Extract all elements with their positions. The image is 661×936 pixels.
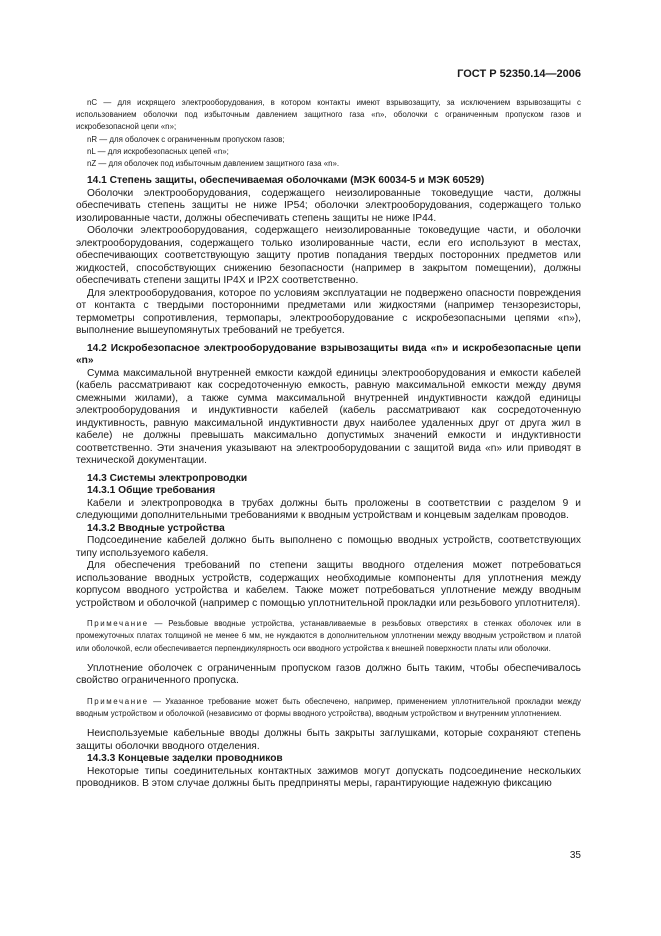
- section-14-3-3-heading: 14.3.3 Концевые заделки проводников: [87, 753, 283, 765]
- section-14-3-2-para-1: Подсоединение кабелей должно быть выполнено с помощью вводных устройств, соответствующих типу используемого кабеля.: [76, 535, 581, 559]
- section-14-2-para-1: Сумма максимальной внутренней емкости каждой единицы электрооборудования и емкости кабелей (кабель рассматривают как сосредоточенную емкость, равную максимальной емкости между двумя смежными жилами), а также сумма максимальной внутренней индуктивности каждой единицы электрооборудования и индуктивности кабелей (кабель рассматривают как сосредоточенную индуктивность, равную максимальной индуктивности двух наиболее удаленных друг от друга жил в кабеле) не должны превышать максимально допустимых значений емкости и индуктивности соответственно. Эти значения указывают на электрооборудовании с защитой вида «n» или приводят в технической документации.: [76, 367, 581, 467]
- section-14-1-para-3: Для электрооборудования, которое по условиям эксплуатации не подвержено опасности повреждения от контакта с твердыми посторонними предметами или жидкостями (например тензорезисторы, термометры сопротивления, термопары, электрооборудование с искробезопасными цепями «n»), выполнение вышеупомянутых требований не требуется.: [76, 287, 581, 337]
- section-14-3-1-heading: 14.3.1 Общие требования: [87, 485, 216, 497]
- note-1-label: Примечание: [87, 619, 149, 629]
- note-1: [76, 618, 581, 655]
- page-content: [76, 97, 581, 791]
- intro-nc: nC — для искрящего электрооборудования, в котором контакты имеют взрывозащиту, за исключением взрывозащиты с использованием оболочки под избыточным давлением защитного газа «n», оболочки с ограниченным пропуском газов и искробезопасной цепи «n»;: [76, 98, 581, 132]
- section-14-3-2-para-4: Неиспользуемые кабельные вводы должны быть закрыты заглушками, которые сохраняют степень защиты оболочки вводного отделения.: [76, 728, 581, 752]
- note-2-label: Примечание: [87, 696, 149, 706]
- section-14-1-para-1: Оболочки электрооборудования, содержащего неизолированные токоведущие части, должны обеспечивать степень защиты не ниже IP54; оболочки электрооборудования, содержащего только изолированные части, должны обеспечивать степень защиты не ниже IP44.: [76, 187, 581, 224]
- section-14-3-2-heading: 14.3.2 Вводные устройства: [87, 522, 225, 534]
- section-14-1-para-2: Оболочки электрооборудования, содержащего неизолированные токоведущие части, и оболочки электрооборудования, содержащего только изолированные части, если его используют в местах, обеспечивающих соответствующую защиту против попадания твердых посторонних предметов или жидкостей, способствующих снижению безопасности (например в закрытом помещении), должны обеспечивать степени защиты IP4X и IP2X соответственно.: [76, 225, 581, 287]
- section-14-2-heading: 14.2 Искробезопасное электрооборудование взрывозащиты вида «n» и искробезопасные цепи «n»: [76, 342, 581, 367]
- note-2: [76, 696, 581, 720]
- section-14-1-heading: 14.1 Степень защиты, обеспечиваемая оболочками (МЭК 60034-5 и МЭК 60529): [87, 175, 485, 187]
- note-2-text: — Указанное требование может быть обеспечено, например, применением уплотнительной прокладки между вводным устройством и оболочкой (независимо от формы вводного устройства), вводным устройством и внутренним уплотнением.: [76, 696, 581, 719]
- section-14-3-2-para-3: Уплотнение оболочек с ограниченным пропуском газов должно быть таким, чтобы обеспечивалось свойство ограниченного пропуска.: [76, 662, 581, 687]
- section-14-3-heading: 14.3 Системы электропроводки: [87, 472, 248, 484]
- intro-nr: nR — для оболочек с ограниченным пропуском газов;: [87, 134, 285, 144]
- page-number: 35: [569, 850, 581, 861]
- section-14-3-1-para-1: Кабели и электропроводка в трубах должны быть проложены в соответствии с разделом 9 и следующими дополнительными требованиями к вводным устройствам и концевым заделкам проводов.: [76, 497, 581, 522]
- standard-header: ГОСТ Р 52350.14—2006: [457, 68, 581, 80]
- note-1-text: — Резьбовые вводные устройства, устанавливаемые в резьбовых отверстиях в стенках оболочек или в промежуточных платах толщиной не менее 6 мм, не нуждаются в дополнительном уплотнении между вводным устройством и платой или оболочкой, если обеспечивается перпендикулярность оси вводного устройства к внешней поверхности платы или оболочки.: [76, 619, 581, 653]
- intro-nz: nZ — для оболочек под избыточным давлением защитного газа «n».: [87, 159, 340, 169]
- section-14-3-3-para-1: Некоторые типы соединительных контактных зажимов могут допускать подсоединение нескольких проводников. В этом случае должны быть предприняты меры, гарантирующие надежную фиксацию: [76, 765, 581, 790]
- section-14-3-2-para-2: Для обеспечения требований по степени защиты вводного отделения может потребоваться использование вводных устройств, содержащих необходимые компоненты для уплотнения между корпусом вводного устройства и кабелем. Также может потребоваться уплотнение между вводным устройством и оболочкой (например с помощью уплотнительной прокладки или резьбового уплотнителя).: [76, 560, 581, 609]
- intro-nl: nL — для искробезопасных цепей «n»;: [87, 146, 229, 156]
